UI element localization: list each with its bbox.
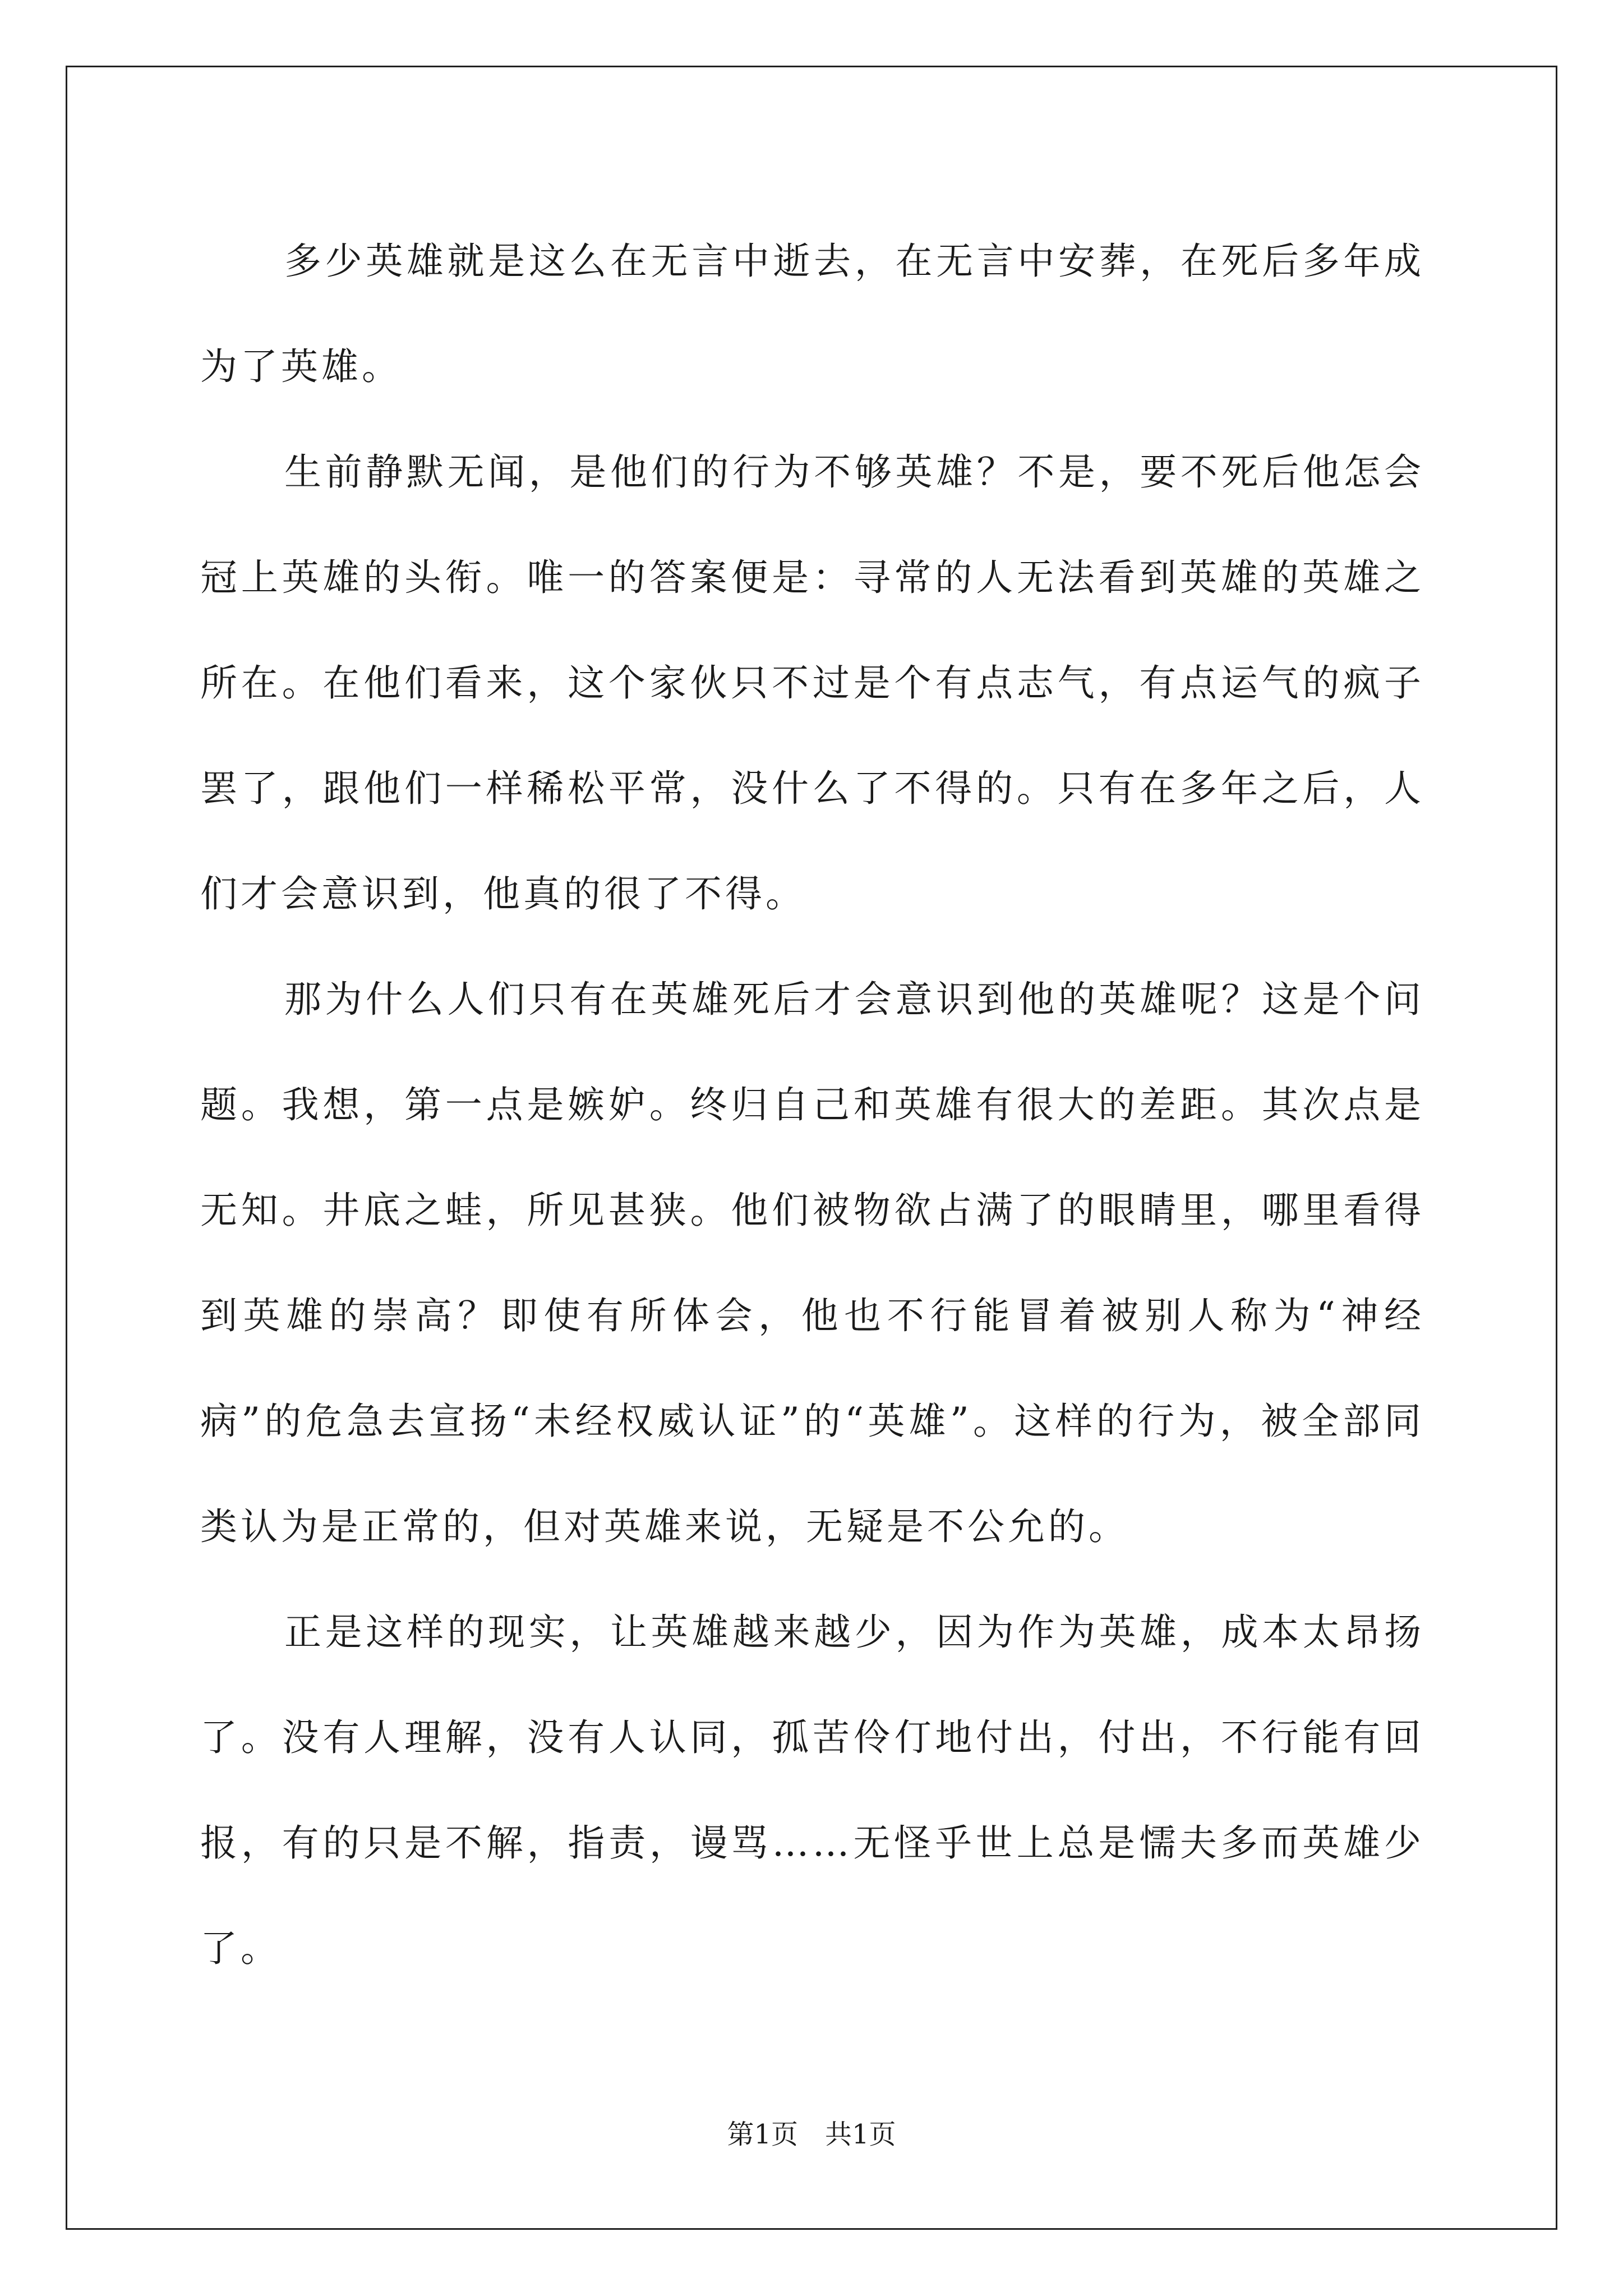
paragraph-4: 正是这样的现实，让英雄越来越少，因为作为英雄，成本太昂扬了。没有人理解，没有人认同，孤苦伶仃地付出，付出，不行能有回报，有的只是不解，指责，谩骂……无怪乎世上总是懦夫多而英雄少了。 [200,1611,1424,1970]
paragraph-1: 多少英雄就是这么在无言中逝去，在无言中安葬，在死后多年成为了英雄。 [200,240,1424,388]
page-number: 第1页 [727,2119,798,2150]
page-total: 共1页 [825,2119,896,2150]
page-footer [0,2118,1623,2151]
paragraph-2: 生前静默无闻，是他们的行为不够英雄？不是，要不死后他怎会冠上英雄的头衔。唯一的答案便是：寻常的人无法看到英雄的英雄之所在。在他们看来，这个家伙只不过是个有点志气，有点运气的疯子罢了，跟他们一样稀松平常，没什么了不得的。只有在多年之后，人们才会意识到，他真的很了不得。 [200,450,1424,915]
document-body [200,209,1424,2001]
paragraph-3: 那为什么人们只有在英雄死后才会意识到他的英雄呢？这是个问题。我想，第一点是嫉妒。终归自己和英雄有很大的差距。其次点是无知。井底之蛙，所见甚狭。他们被物欲占满了的眼睛里，哪里看得到英雄的崇高？即使有所体会，他也不行能冒着被别人称为“神经病”的危急去宣扬“未经权威认证”的“英雄”。这样的行为，被全部同类认为是正常的，但对英雄来说，无疑是不公允的。 [200,978,1424,1548]
